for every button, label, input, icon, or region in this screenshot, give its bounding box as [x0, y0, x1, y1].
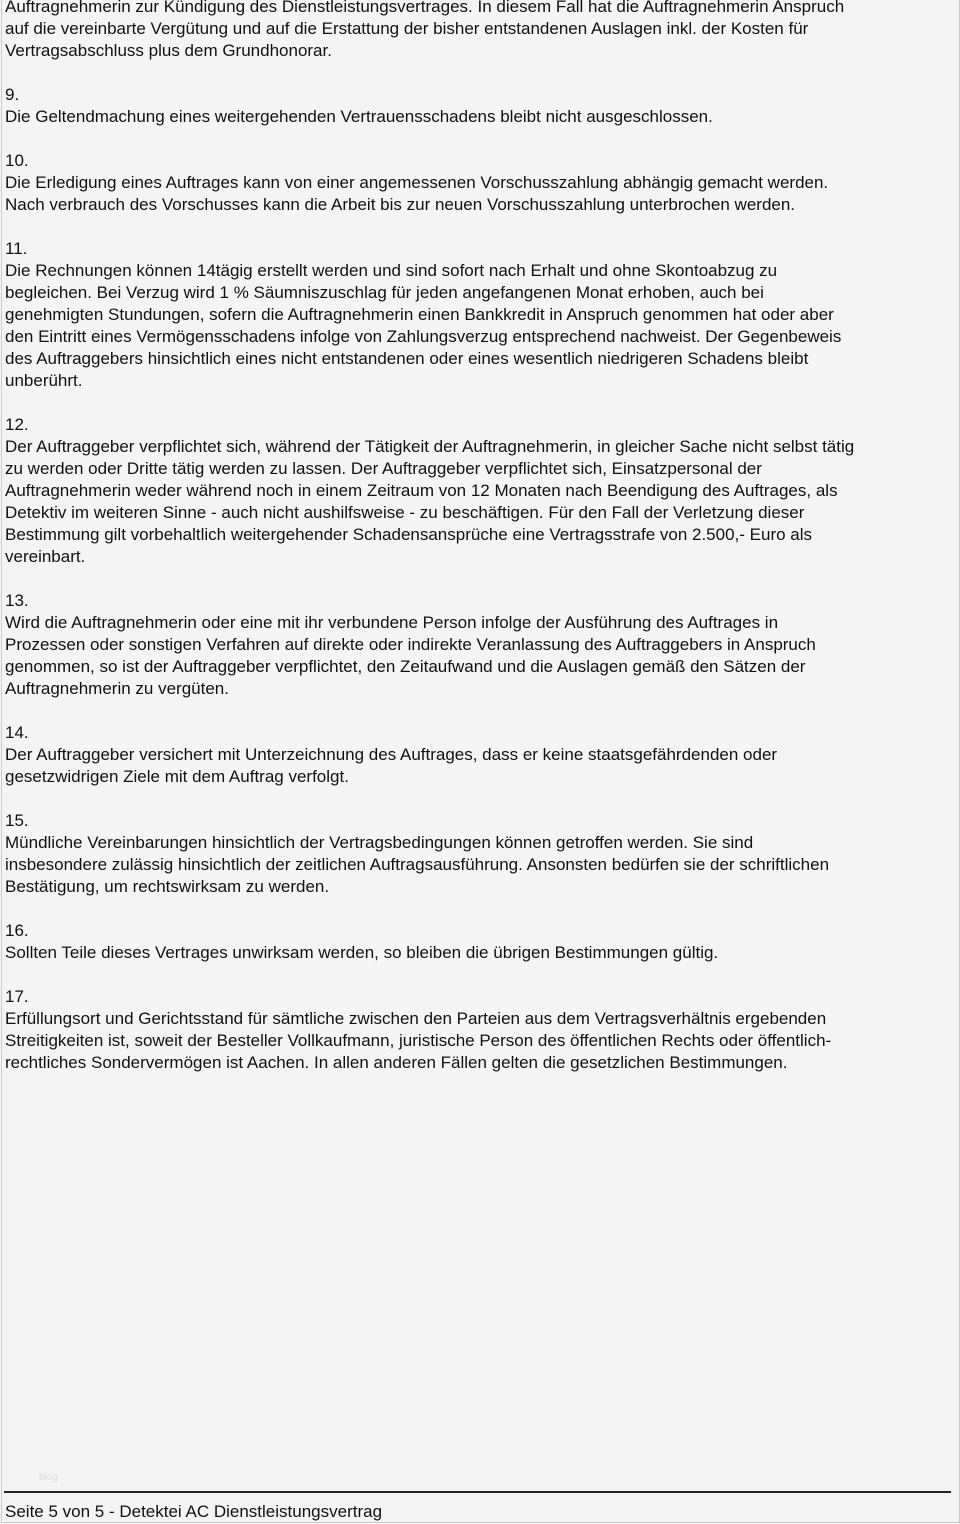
section-line: Prozessen oder sonstigen Verfahren auf direkte oder indirekte Veranlassung des Auftraggebers in Anspruch [5, 635, 816, 654]
section-line: insbesondere zulässig hinsichtlich der zeitlichen Auftragsausführung. Ansonsten bedürfen sie der schriftlichen [5, 855, 830, 874]
section-line: Detektiv im weiteren Sinne - auch nicht aushilfsweise - zu beschäftigen. Für den Fall der Verletzung dieser [5, 503, 805, 522]
section-line: Der Auftraggeber verpflichtet sich, während der Tätigkeit der Auftragnehmerin, in gleicher Sache nicht selbst tätig [5, 437, 855, 456]
section-line: Auftragnehmerin zu vergüten. [5, 679, 229, 698]
section-line: den Eintritt eines Vermögensschadens infolge von Zahlungsverzug entsprechend nachweist. Der Gegenbeweis [5, 327, 842, 346]
paragraph-gap [5, 788, 854, 810]
page-footer: Seite 5 von 5 - Detektei AC Dienstleistungsvertrag [5, 1502, 383, 1521]
watermark: blog [39, 1472, 58, 1483]
document-body [5, 0, 854, 1074]
section-number: 14. [5, 723, 29, 742]
section-line: Die Erledigung eines Auftrages kann von einer angemessenen Vorschusszahlung abhängig gemacht werden. [5, 173, 829, 192]
paragraph-gap [5, 964, 854, 986]
section-number: 15. [5, 811, 29, 830]
section-line: Die Geltendmachung eines weitergehenden Vertrauensschadens bleibt nicht ausgeschlossen. [5, 107, 713, 126]
section-line: Auftragnehmerin weder während noch in einem Zeitraum von 12 Monaten nach Beendigung des Auftrages, als [5, 481, 838, 500]
intro-line: auf die vereinbarte Vergütung und auf die Erstattung der bisher entstandenen Auslagen inkl. der Kosten für [5, 19, 809, 38]
section-line: Mündliche Vereinbarungen hinsichtlich der Vertragsbedingungen können getroffen werden. Sie sind [5, 833, 754, 852]
section-line: unberührt. [5, 371, 83, 390]
section-number: 9. [5, 85, 20, 104]
section-number: 17. [5, 987, 29, 1006]
section-line: Sollten Teile dieses Vertrages unwirksam werden, so bleiben die übrigen Bestimmungen gültig. [5, 943, 719, 962]
section-line: Wird die Auftragnehmerin oder eine mit ihr verbundene Person infolge der Ausführung des Auftrages in [5, 613, 779, 632]
paragraph-gap [5, 568, 854, 590]
section-line: genehmigten Stundungen, sofern die Auftragnehmerin einen Bankkredit in Anspruch genommen hat oder aber [5, 305, 834, 324]
section-number: 10. [5, 151, 29, 170]
intro-line: Auftragnehmerin zur Kündigung des Dienstleistungsvertrages. In diesem Fall hat die Auftragnehmerin Anspruch [5, 0, 845, 16]
section-line: Nach verbrauch des Vorschusses kann die Arbeit bis zur neuen Vorschusszahlung unterbrochen werden. [5, 195, 796, 214]
section-line: vereinbart. [5, 547, 86, 566]
section-line: gesetzwidrigen Ziele mit dem Auftrag verfolgt. [5, 767, 349, 786]
paragraph-gap [5, 128, 854, 150]
section-line: Streitigkeiten ist, soweit der Besteller Vollkaufmann, juristische Person des öffentlichen Rechts oder öffentlich- [5, 1031, 832, 1050]
section-line: Der Auftraggeber versichert mit Unterzeichnung des Auftrages, dass er keine staatsgefährdenden oder [5, 745, 778, 764]
section-number: 16. [5, 921, 29, 940]
intro-line: Vertragsabschluss plus dem Grundhonorar. [5, 41, 332, 60]
section-line: des Auftraggebers hinsichtlich eines nicht entstandenen oder eines wesentlich niedrigeren Schadens bleibt [5, 349, 809, 368]
paragraph-gap [5, 700, 854, 722]
section-line: genommen, so ist der Auftraggeber verpflichtet, den Zeitaufwand und die Auslagen gemäß den Sätzen der [5, 657, 806, 676]
paragraph-gap [5, 898, 854, 920]
section-number: 13. [5, 591, 29, 610]
section-line: Bestimmung gilt vorbehaltlich weitergehender Schadensansprüche eine Vertragsstrafe von 2.500,- Euro als [5, 525, 813, 544]
paragraph-gap [5, 392, 854, 414]
section-line: zu werden oder Dritte tätig werden zu lassen. Der Auftraggeber verpflichtet sich, Einsatzpersonal der [5, 459, 762, 478]
section-number: 12. [5, 415, 29, 434]
section-line: Erfüllungsort und Gerichtsstand für sämtliche zwischen den Parteien aus dem Vertragsverhältnis ergebenden [5, 1009, 827, 1028]
section-line: Die Rechnungen können 14tägig erstellt werden und sind sofort nach Erhalt und ohne Skontoabzug zu [5, 261, 778, 280]
section-line: rechtliches Sondervermögen ist Aachen. In allen anderen Fällen gelten die gesetzlichen Bestimmungen. [5, 1053, 788, 1072]
section-number: 11. [5, 239, 28, 258]
section-line: begleichen. Bei Verzug wird 1 % Säumniszuschlag für jeden angefangenen Monat erhoben, auch bei [5, 283, 764, 302]
section-line: Bestätigung, um rechtswirksam zu werden. [5, 877, 330, 896]
paragraph-gap [5, 62, 854, 84]
footer-divider [4, 1491, 951, 1493]
paragraph-gap [5, 216, 854, 238]
